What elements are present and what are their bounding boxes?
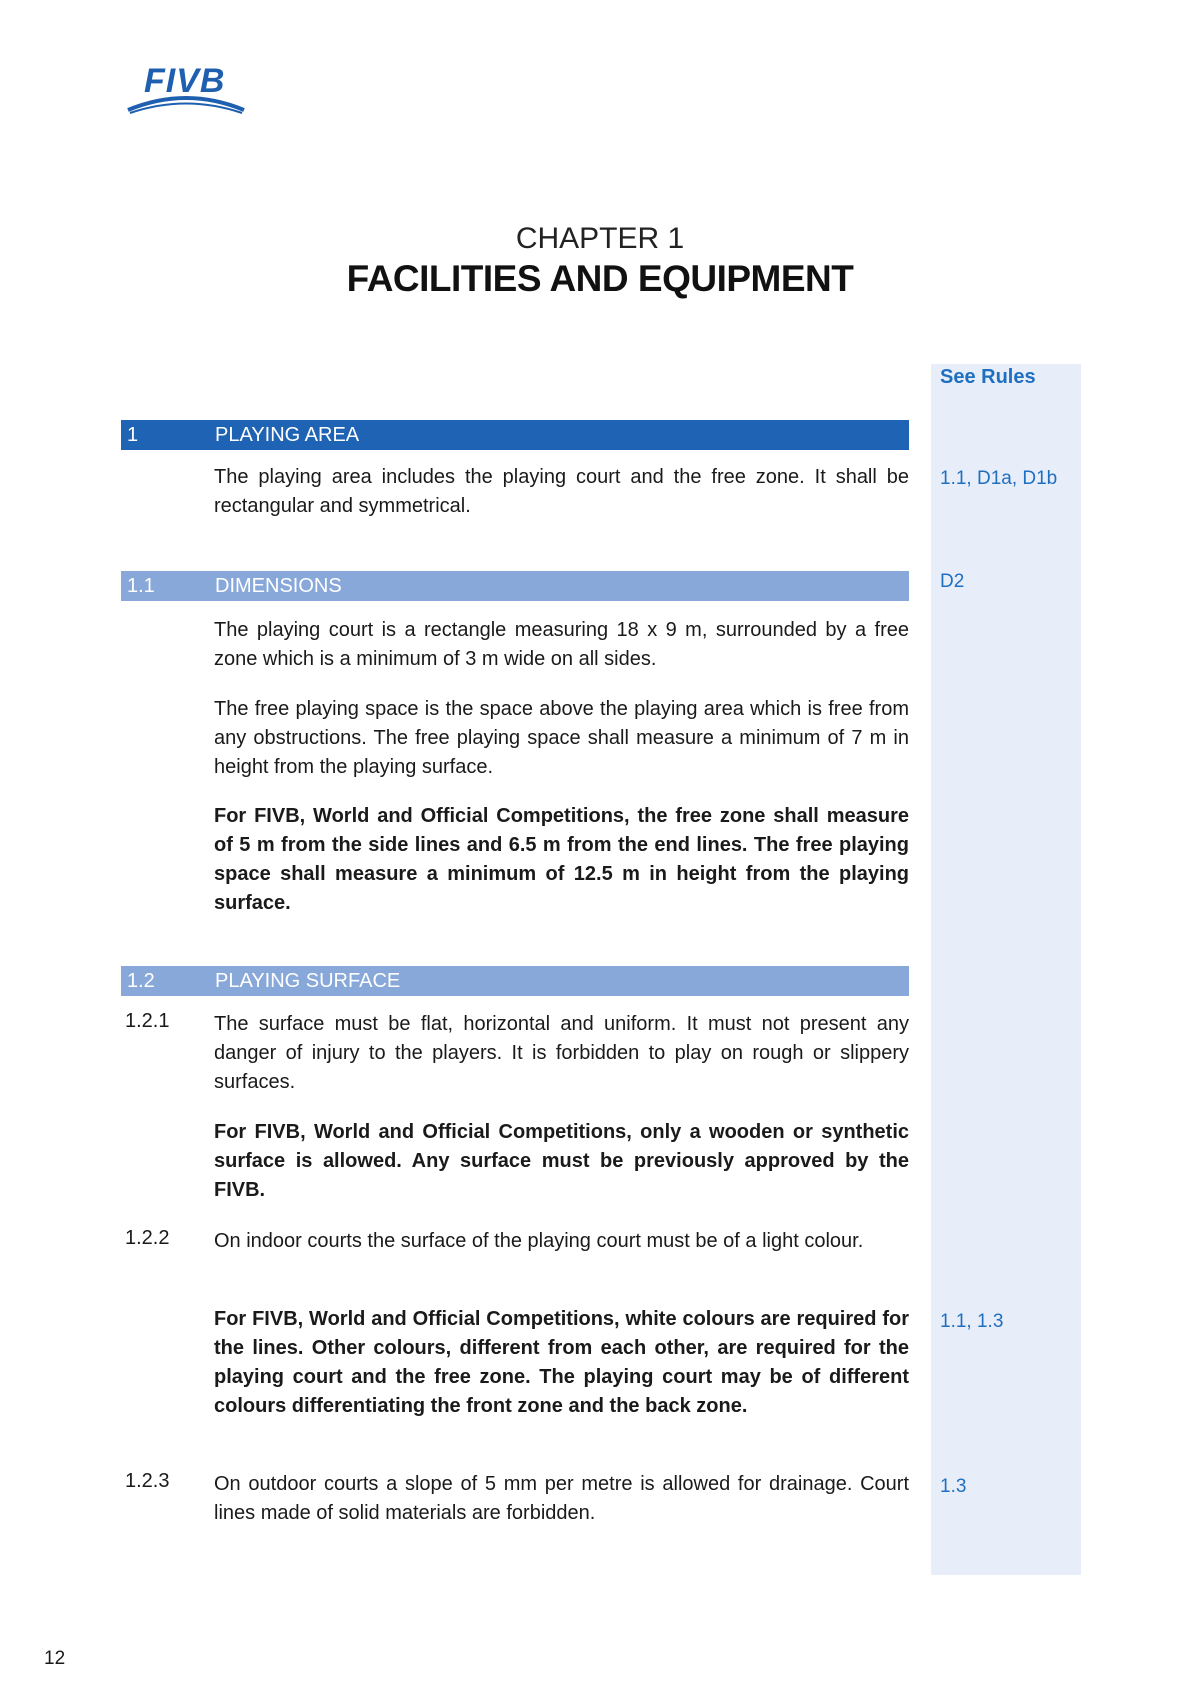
competition-rule-paragraph: For FIVB, World and Official Competitions, the free zone shall measure of 5 m from the side lines and 6.5 m from the end lines. The free playing space shall measure a minimum of 12.5 m in height from the playing surface. [214,805,909,914]
see-rules-sidebar [931,364,1081,1575]
section-title: DIMENSIONS [215,575,342,597]
chapter-label: CHAPTER 1 [515,222,685,255]
logo-wordmark: FIVB [144,62,226,100]
section-number: 1.1 [127,575,155,597]
section-title: PLAYING AREA [215,424,360,446]
section-heading-playing-area [121,420,909,450]
section-number: 1.2 [127,970,155,992]
see-rules-heading: See Rules [940,366,1036,388]
competition-rule-paragraph: For FIVB, World and Official Competitions, white colours are required for the lines. Other colours, different from each other, are required for the playing court and the free zone. The playing court may be of different colours differentiating the front zone and the back zone. [214,1308,909,1417]
rule-ref-link[interactable]: 1.1, D1a, D1b [940,468,1058,489]
section-number: 1 [127,424,139,446]
paragraph: On indoor courts the surface of the playing court must be of a light colour. [214,1230,864,1252]
paragraph: The surface must be flat, horizontal and uniform. It must not present any danger of injury to the players. It is forbidden to play on rough or slippery surfaces. [214,1013,909,1093]
chapter-title: FACILITIES AND EQUIPMENT [346,258,854,299]
page-number: 12 [44,1648,66,1669]
paragraph: The free playing space is the space above the playing area which is free from any obstructions. The free playing space shall measure a minimum of 7 m in height from the playing surface. [214,698,909,778]
paragraph: The playing court is a rectangle measuring 18 x 9 m, surrounded by a free zone which is a minimum of 3 m wide on all sides. [214,619,909,670]
section-title: PLAYING SURFACE [215,970,401,992]
competition-rule-paragraph: For FIVB, World and Official Competitions, only a wooden or synthetic surface is allowed. Any surface must be previously approved by the FIVB. [214,1121,909,1201]
paragraph: The playing area includes the playing court and the free zone. It shall be rectangular and symmetrical. [214,466,909,517]
rule-ref-link[interactable]: D2 [940,571,965,592]
fivb-logo [126,62,246,112]
rule-ref-link[interactable]: 1.1, 1.3 [940,1311,1004,1332]
paragraph: On outdoor courts a slope of 5 mm per metre is allowed for drainage. Court lines made of solid materials are forbidden. [214,1473,909,1524]
clause-number: 1.2.1 [125,1010,170,1032]
logo-swoosh-icon [126,92,246,114]
clause-number: 1.2.3 [125,1470,170,1492]
section-heading-playing-surface [121,966,909,996]
clause-number: 1.2.2 [125,1227,170,1249]
rule-ref-link[interactable]: 1.3 [940,1476,967,1497]
section-heading-dimensions [121,571,909,601]
